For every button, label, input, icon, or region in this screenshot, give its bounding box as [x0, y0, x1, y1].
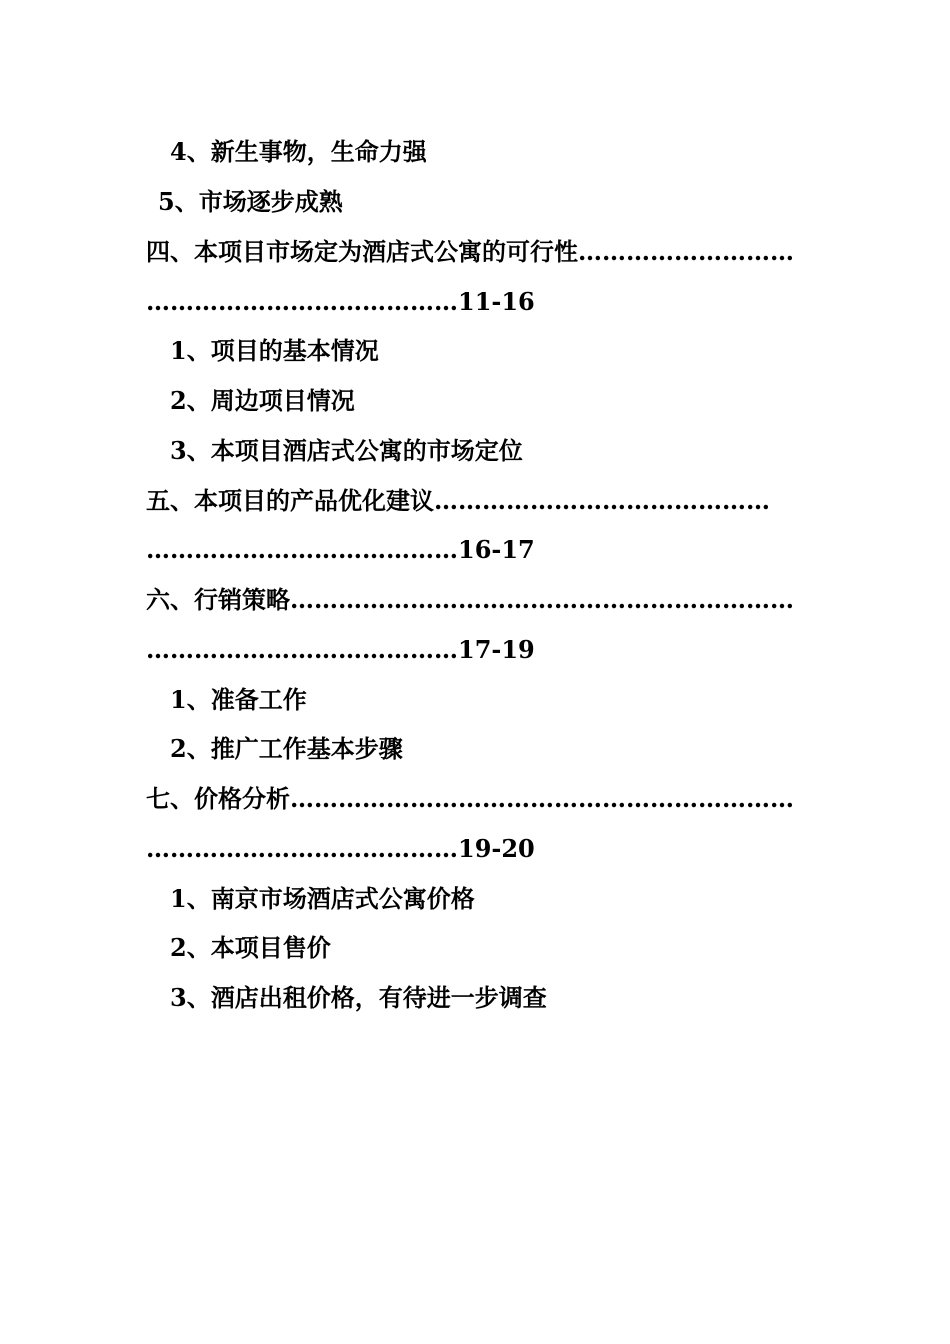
toc-item-rental-price: 3、酒店出租价格，有待进一步调查 [170, 983, 547, 1012]
toc-section-7-title: 七、价格分析……………………………………………………… [146, 784, 794, 813]
toc-section-4-title: 四、本项目市场定为酒店式公寓的可行性……………………… [146, 237, 794, 266]
toc-section-5-page-range: …………………………………16-17 [146, 535, 535, 564]
toc-item-preparation: 1、准备工作 [170, 685, 307, 714]
toc-item-project-price: 2、本项目售价 [170, 933, 331, 962]
toc-section-7-page-range: …………………………………19-20 [146, 834, 535, 863]
toc-item-market-mature: 5、市场逐步成熟 [158, 187, 343, 216]
toc-section-6-page-range: …………………………………17-19 [146, 635, 535, 664]
toc-item-basic-situation: 1、项目的基本情况 [170, 336, 379, 365]
toc-section-4-page-range: …………………………………11-16 [146, 287, 535, 316]
toc-item-surrounding-projects: 2、周边项目情况 [170, 386, 355, 415]
toc-item-new-thing: 4、新生事物，生命力强 [170, 137, 427, 166]
toc-section-6-title: 六、行销策略……………………………………………………… [146, 585, 794, 614]
toc-section-5-title: 五、本项目的产品优化建议…………………………………… [146, 486, 770, 515]
toc-item-market-positioning: 3、本项目酒店式公寓的市场定位 [170, 436, 523, 465]
toc-item-promotion-steps: 2、推广工作基本步骤 [170, 734, 403, 763]
toc-item-nanjing-prices: 1、南京市场酒店式公寓价格 [170, 884, 475, 913]
